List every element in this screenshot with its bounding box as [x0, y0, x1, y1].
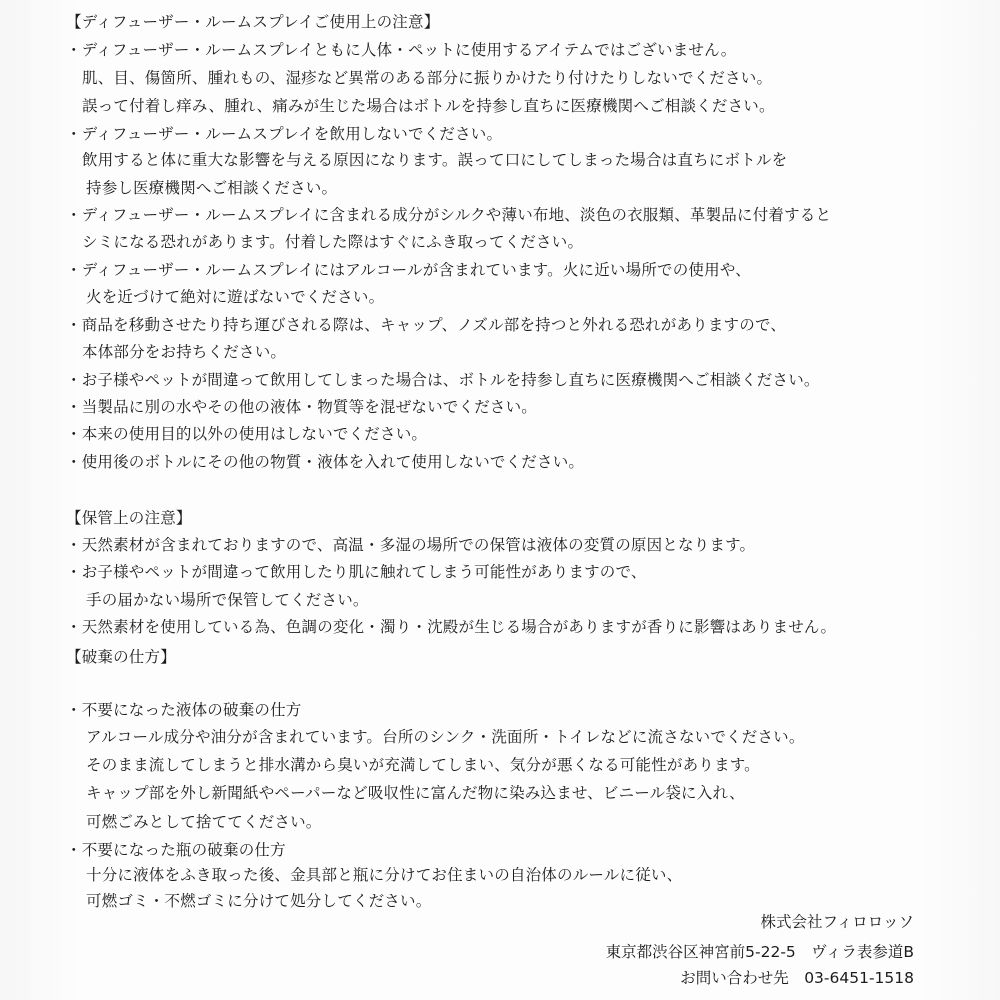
usage-line: 持参し医療機関へご相談ください。 [86, 179, 338, 197]
storage-line: ・お子様やペットが間違って飲用したり肌に触れてしまう可能性がありますので、 [66, 563, 647, 581]
company-contact: お問い合わせ先 03-6451-1518 [680, 969, 914, 987]
disposal-line: ・不要になった瓶の破棄の仕方 [66, 841, 286, 859]
company-address: 東京都渋谷区神宮前5-22-5 ヴィラ表参道B [605, 943, 914, 961]
disposal-line: ・不要になった液体の破棄の仕方 [66, 701, 302, 719]
disposal-line: 十分に液体をふき取った後、金具部と瓶に分けてお住まいの自治体のルールに従い、 [86, 866, 683, 884]
storage-line: 手の届かない場所で保管してください。 [86, 591, 369, 609]
company-name: 株式会社フィロロッソ [760, 913, 914, 931]
usage-line: 火を近づけて絶対に遊ばないでください。 [86, 288, 385, 306]
usage-line: 本体部分をお持ちください。 [82, 343, 287, 361]
usage-line: ・お子様やペットが間違って飲用してしまった場合は、ボトルを持参し直ちに医療機関へご相談ください。 [66, 371, 820, 389]
usage-line: 誤って付着し痒み、腫れ、痛みが生じた場合はボトルを持参し直ちに医療機関へご相談ください。 [82, 97, 775, 115]
usage-line: ・本来の使用目的以外の使用はしないでください。 [66, 425, 428, 443]
disposal-line: キャップ部を外し新聞紙やペーパーなど吸収性に富んだ物に染み込ませ、ビニール袋に入れ、 [86, 784, 745, 802]
usage-heading: 【ディフューザー・ルームスプレイご使用上の注意】 [66, 13, 440, 31]
usage-line: 肌、目、傷箇所、腫れもの、湿疹など異常のある部分に振りかけたり付けたりしないでください。 [82, 69, 773, 87]
disposal-line: 可燃ごみとして捨ててください。 [86, 813, 322, 831]
usage-line: ・ディフューザー・ルームスプレイに含まれる成分がシルクや薄い布地、淡色の衣服類、革製品に付着すると [66, 206, 832, 224]
usage-line: 飲用すると体に重大な影響を与える原因になります。誤って口にしてしまった場合は直ちにボトルを [82, 151, 788, 169]
storage-heading: 【保管上の注意】 [66, 509, 192, 527]
usage-line: ・使用後のボトルにその他の物質・液体を入れて使用しないでください。 [66, 453, 585, 471]
storage-line: ・天然素材が含まれておりますので、高温・多湿の場所での保管は液体の変質の原因となります。 [66, 536, 756, 554]
usage-line: ・ディフューザー・ルームスプレイを飲用しないでください。 [66, 125, 503, 143]
usage-line: ・当製品に別の水やその他の液体・物質等を混ぜないでください。 [66, 398, 538, 416]
usage-line: シミになる恐れがあります。付着した際はすぐにふき取ってください。 [82, 233, 584, 251]
disposal-line: 可燃ゴミ・不燃ゴミに分けて処分してください。 [86, 892, 432, 910]
usage-line: ・ディフューザー・ルームスプレイともに人体・ペットに使用するアイテムではございません。 [66, 41, 737, 59]
disposal-line: アルコール成分や油分が含まれています。台所のシンク・洗面所・トイレなどに流さないでください。 [86, 728, 805, 746]
usage-line: ・ディフューザー・ルームスプレイにはアルコールが含まれています。火に近い場所での使用や、 [66, 261, 751, 279]
disposal-heading: 【破棄の仕方】 [66, 648, 176, 666]
disposal-line: そのまま流してしまうと排水溝から臭いが充満してしまい、気分が悪くなる可能性があります。 [86, 756, 760, 774]
usage-line: ・商品を移動させたり持ち運びされる際は、キャップ、ノズル部を持つと外れる恐れがありますので、 [66, 316, 787, 334]
storage-line: ・天然素材を使用している為、色調の変化・濁り・沈殿が生じる場合がありますが香りに影響はありません。 [66, 618, 837, 636]
